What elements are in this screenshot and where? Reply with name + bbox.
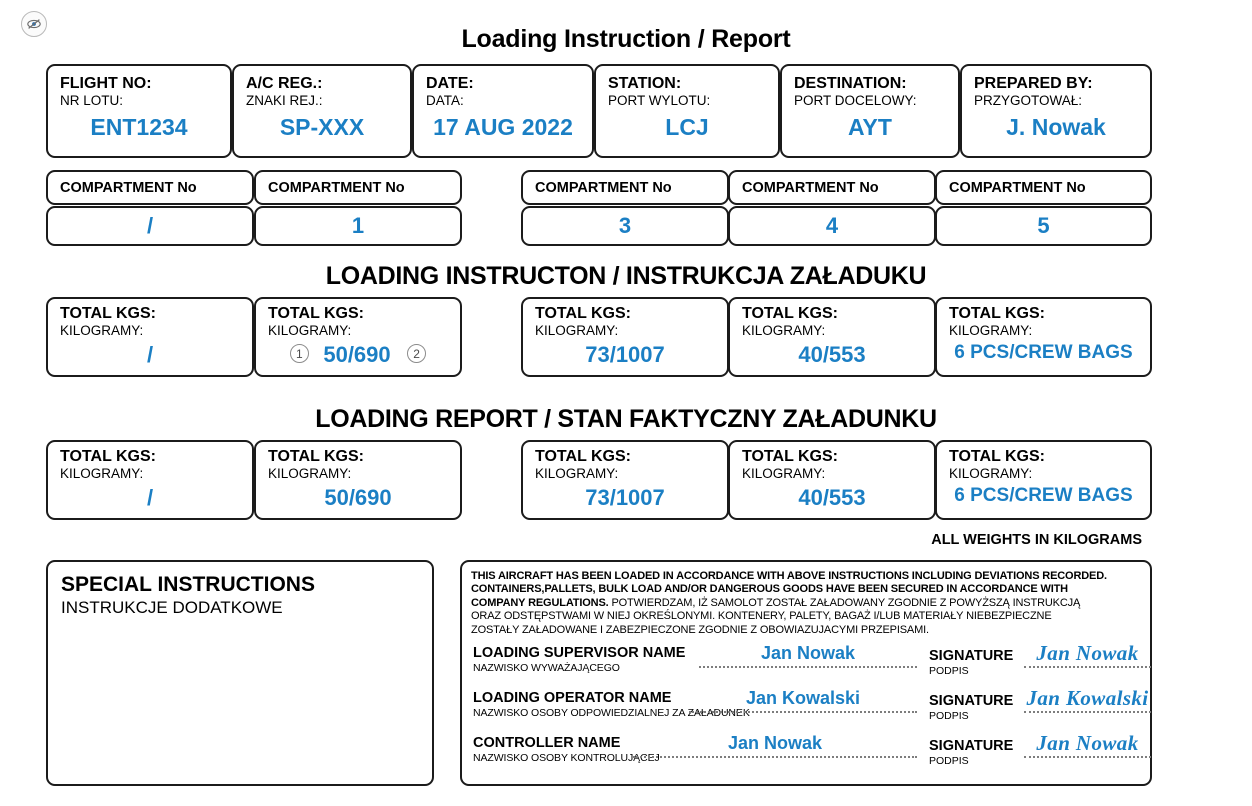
compartment-value-cell[interactable] — [46, 206, 254, 246]
signature-label-en: SIGNATURE — [929, 693, 1014, 710]
section-title-instruction: LOADING INSTRUCTON / INSTRUKCJA ZAŁADUKU — [325, 262, 927, 290]
field-label-pl: PORT DOCELOWY: — [794, 93, 917, 108]
report-total-value: 6 PCS/CREW BAGS — [954, 485, 1133, 506]
controller-signature-field[interactable] — [1024, 731, 1151, 758]
field-label-pl: ZNAKI REJ.: — [246, 93, 323, 108]
report-total-cell[interactable] — [935, 440, 1152, 520]
declaration-box — [460, 560, 1152, 786]
compartment-value: 3 — [618, 213, 632, 238]
signature-label-pl: PODPIS — [929, 710, 969, 723]
compartment-value: / — [146, 213, 154, 238]
compartment-header — [254, 170, 462, 205]
total-kgs-label-pl: KILOGRAMY: — [268, 323, 352, 338]
compartment-header — [728, 170, 936, 205]
total-kgs-label-en: TOTAL KGS: — [742, 305, 838, 322]
special-instructions-box[interactable] — [46, 560, 434, 786]
operator-signature-field[interactable] — [1024, 686, 1151, 713]
controller-signature-value: Jan Nowak — [1036, 731, 1139, 756]
instruction-total-cell[interactable] — [728, 297, 936, 377]
supervisor-signature-value: Jan Nowak — [1036, 641, 1139, 666]
compartment-value-cell[interactable] — [254, 206, 462, 246]
total-kgs-label-en: TOTAL KGS: — [949, 448, 1045, 465]
operator-label-pl: NAZWISKO OSOBY ODPOWIEDZIALNEJ ZA ZAŁADUNEK — [473, 707, 750, 720]
total-kgs-label-pl: KILOGRAMY: — [949, 323, 1033, 338]
field-date[interactable] — [412, 64, 594, 158]
total-kgs-label-en: TOTAL KGS: — [535, 448, 631, 465]
supervisor-name-value: Jan Nowak — [760, 643, 856, 664]
signature-row-operator — [471, 686, 1149, 727]
total-kgs-label-en: TOTAL KGS: — [949, 305, 1045, 322]
field-label-en: PREPARED BY: — [974, 75, 1093, 92]
compartment-label: COMPARTMENT No — [742, 179, 879, 196]
compartment-header — [521, 170, 729, 205]
total-kgs-label-pl: KILOGRAMY: — [268, 466, 352, 481]
compartment-header — [46, 170, 254, 205]
special-instructions-label-en: SPECIAL INSTRUCTIONS — [61, 573, 315, 596]
position-marker-2: 2 — [407, 344, 426, 363]
supervisor-signature-field[interactable] — [1024, 641, 1151, 668]
compartment-value: 5 — [1037, 213, 1050, 238]
compartment-label: COMPARTMENT No — [949, 179, 1086, 196]
field-station[interactable] — [594, 64, 780, 158]
field-label-en: A/C REG.: — [246, 75, 323, 92]
field-label-pl: PRZYGOTOWAŁ: — [974, 93, 1083, 108]
supervisor-name-field[interactable] — [699, 642, 917, 668]
compartment-header — [935, 170, 1152, 205]
operator-label-en: LOADING OPERATOR NAME — [473, 690, 672, 707]
total-kgs-label-pl: KILOGRAMY: — [60, 323, 144, 338]
total-kgs-label-pl: KILOGRAMY: — [535, 466, 619, 481]
instruction-total-value: 6 PCS/CREW BAGS — [954, 342, 1133, 363]
operator-signature-value: Jan Kowalski — [1026, 686, 1149, 711]
compartment-value-cell[interactable] — [935, 206, 1152, 246]
report-total-value: 73/1007 — [585, 485, 665, 510]
declaration-line-3-pl: POTWIERDZAM, IŻ SAMOLOT ZOSTAŁ ZAŁADOWANY ZGODNIE Z POWYŻSZĄ INSTRUKCJĄ — [608, 596, 1081, 609]
instruction-total-cell[interactable] — [254, 297, 462, 377]
all-weights-note: ALL WEIGHTS IN KILOGRAMS — [931, 532, 1142, 548]
compartment-label: COMPARTMENT No — [535, 179, 672, 196]
instruction-total-value: 73/1007 — [585, 342, 665, 367]
field-value: SP-XXX — [279, 114, 365, 140]
field-value: LCJ — [665, 114, 709, 140]
compartment-label: COMPARTMENT No — [60, 179, 197, 196]
report-total-cell[interactable] — [254, 440, 462, 520]
field-label-en: DESTINATION: — [794, 75, 907, 92]
controller-label-en: CONTROLLER NAME — [473, 735, 621, 752]
field-label-en: STATION: — [608, 75, 682, 92]
report-total-value: / — [146, 485, 154, 510]
field-label-pl: PORT WYLOTU: — [608, 93, 711, 108]
compartment-value-cell[interactable] — [521, 206, 729, 246]
total-kgs-label-en: TOTAL KGS: — [60, 448, 156, 465]
field-label-en: FLIGHT NO: — [60, 75, 152, 92]
field-prepared-by[interactable] — [960, 64, 1152, 158]
total-kgs-label-pl: KILOGRAMY: — [60, 466, 144, 481]
field-value: ENT1234 — [90, 114, 188, 140]
signature-row-controller — [471, 731, 1141, 772]
total-kgs-label-pl: KILOGRAMY: — [742, 323, 826, 338]
instruction-total-value: 40/553 — [798, 342, 866, 367]
controller-name-value: Jan Nowak — [727, 733, 823, 754]
field-flight-no[interactable] — [46, 64, 232, 158]
section-title-report: LOADING REPORT / STAN FAKTYCZNY ZAŁADUNKU — [315, 405, 937, 433]
field-value: J. Nowak — [1006, 114, 1106, 140]
report-total-cell[interactable] — [521, 440, 729, 520]
instruction-total-value: / — [146, 342, 154, 367]
report-total-value: 40/553 — [798, 485, 866, 510]
signature-label-pl: PODPIS — [929, 665, 969, 678]
total-kgs-label-en: TOTAL KGS: — [535, 305, 631, 322]
compartment-value-cell[interactable] — [728, 206, 936, 246]
controller-label-pl: NAZWISKO OSOBY KONTROLUJĄCEJ — [473, 752, 660, 765]
operator-name-field[interactable] — [689, 687, 917, 713]
instruction-total-cell[interactable] — [46, 297, 254, 377]
field-label-pl: DATA: — [426, 93, 464, 108]
field-label-en: DATE: — [426, 75, 474, 92]
total-kgs-label-pl: KILOGRAMY: — [742, 466, 826, 481]
total-kgs-label-en: TOTAL KGS: — [742, 448, 838, 465]
declaration-line-1: THIS AIRCRAFT HAS BEEN LOADED IN ACCORDANCE WITH ABOVE INSTRUCTIONS INCLUDING DEVIATIONS RECORDED. — [471, 570, 1107, 582]
declaration-line-5-pl: ZOSTAŁY ZAŁADOWANE I ZABEZPIECZONE ZGODNIE Z OBOWIAZUJACYMI PRZEPISAMI. — [471, 623, 929, 636]
field-destination[interactable] — [780, 64, 960, 158]
supervisor-label-en: LOADING SUPERVISOR NAME — [473, 645, 686, 662]
page-title: Loading Instruction / Report — [461, 25, 791, 53]
total-kgs-label-en: TOTAL KGS: — [268, 448, 364, 465]
declaration-line-2: CONTAINERS,PALLETS, BULK LOAD AND/OR DANGEROUS GOODS HAVE BEEN SECURED IN ACCORDANCE WITH — [471, 583, 1068, 596]
instruction-total-cell[interactable] — [521, 297, 729, 377]
special-instructions-label-pl: INSTRUKCJE DODATKOWE — [61, 598, 283, 617]
position-marker-1: 1 — [290, 344, 309, 363]
declaration-text — [471, 570, 1141, 637]
signature-label-en: SIGNATURE — [929, 648, 1014, 665]
total-kgs-label-en: TOTAL KGS: — [60, 305, 156, 322]
field-value: AYT — [848, 114, 892, 140]
report-total-value: 50/690 — [324, 485, 392, 510]
report-total-cell[interactable] — [728, 440, 936, 520]
signature-label-en: SIGNATURE — [929, 738, 1014, 755]
declaration-line-3-en: COMPANY REGULATIONS. — [471, 596, 609, 609]
signature-row-supervisor — [471, 641, 1141, 682]
total-kgs-label-en: TOTAL KGS: — [268, 305, 364, 322]
instruction-total-cell[interactable] — [935, 297, 1152, 377]
total-kgs-label-pl: KILOGRAMY: — [949, 466, 1033, 481]
operator-name-value: Jan Kowalski — [745, 688, 861, 709]
instruction-total-value: 50/690 — [323, 342, 391, 367]
declaration-line-4-pl: ORAZ ODSTĘPSTWAMI W NIEJ OKREŚLONYMI. KONTENERY, PALETY, BAGAŻ I/LUB MATERIAŁY NIEBEZPIECZNE — [471, 610, 1052, 623]
compartment-value: 1 — [351, 213, 365, 238]
compartment-value: 4 — [825, 213, 839, 238]
compartment-label: COMPARTMENT No — [268, 179, 405, 196]
report-total-cell[interactable] — [46, 440, 254, 520]
total-kgs-label-pl: KILOGRAMY: — [535, 323, 619, 338]
controller-name-field[interactable] — [633, 732, 917, 758]
field-label-pl: NR LOTU: — [60, 93, 124, 108]
supervisor-label-pl: NAZWISKO WYWAŻAJĄCEGO — [473, 662, 620, 675]
field-ac-reg[interactable] — [232, 64, 412, 158]
signature-label-pl: PODPIS — [929, 755, 969, 768]
field-value: 17 AUG 2022 — [433, 114, 573, 140]
